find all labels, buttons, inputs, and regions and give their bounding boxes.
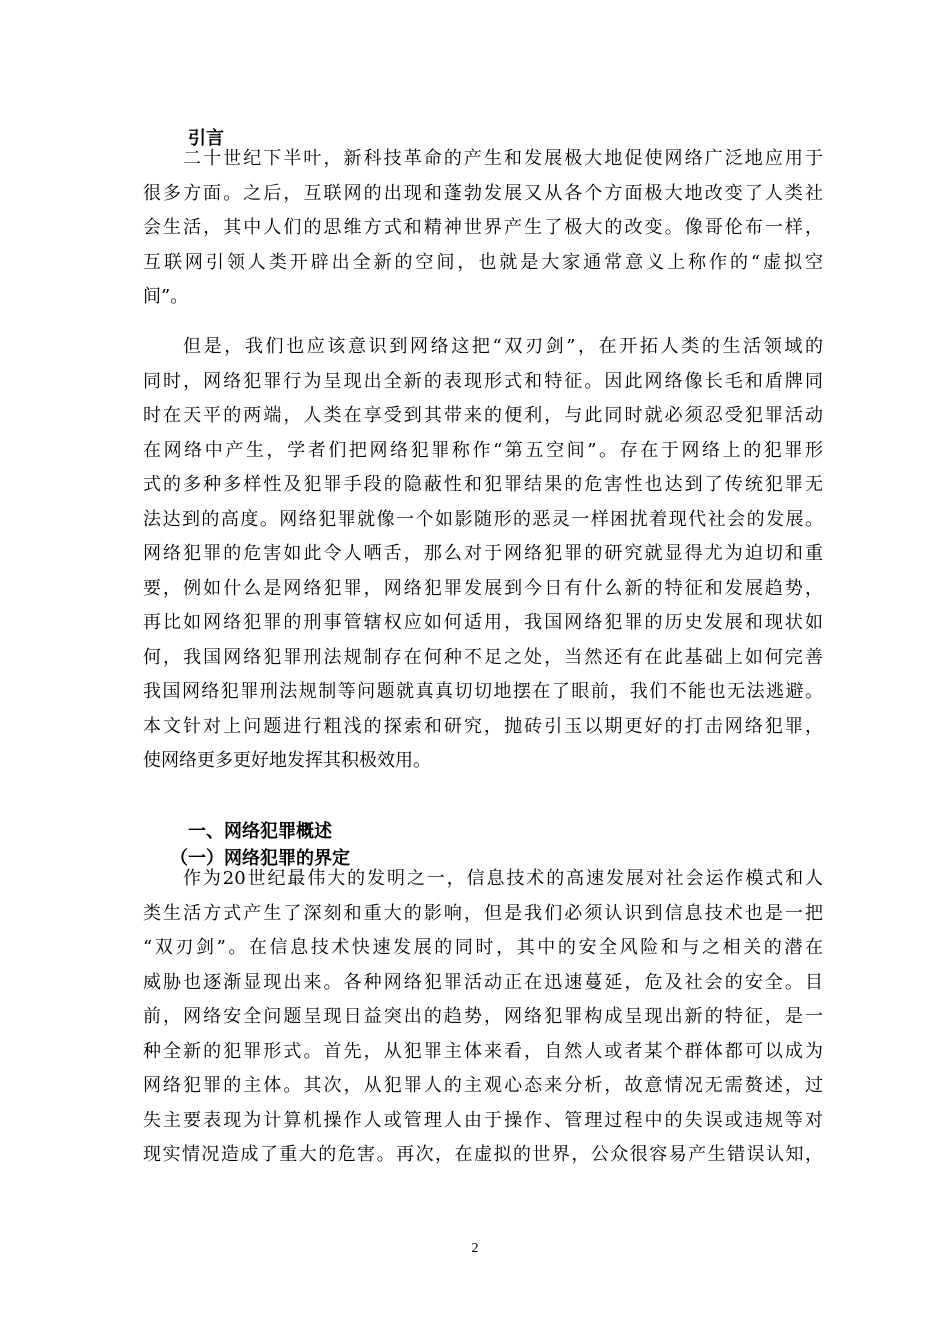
text-line: 二十世纪下半叶，新科技革命的产生和发展极大地促使网络广泛地应用于 bbox=[183, 148, 823, 169]
text-line: 网络犯罪的危害如此令人哂舌，那么对于网络犯罪的研究就显得尤为迫切和重 bbox=[143, 543, 823, 564]
intro-paragraph-2 bbox=[143, 330, 823, 779]
text-line: 法达到的高度。网络犯罪就像一个如影随形的恶灵一样困扰着现代社会的发展。 bbox=[143, 508, 823, 530]
text-line: 种全新的犯罪形式。首先，从犯罪主体来看，自然人或者某个群体都可以成为 bbox=[143, 1040, 823, 1062]
text-line: 类生活方式产生了深刻和重大的影响，但是我们必须认识到信息技术也是一把 bbox=[143, 902, 823, 924]
intro-paragraph-1 bbox=[143, 142, 823, 315]
text-line: 现实情况造成了重大的危害。再次，在虚拟的世界，公众很容易产生错误认知， bbox=[143, 1144, 823, 1165]
text-line: “双刃剑”。在信息技术快速发展的同时，其中的安全风险和与之相关的潜在 bbox=[143, 937, 823, 958]
text-line: 会生活，其中人们的思维方式和精神世界产生了极大的改变。像哥伦布一样， bbox=[143, 217, 823, 238]
section-1-heading: 一、网络犯罪概述 bbox=[188, 821, 332, 842]
text-line: 式的多种多样性及犯罪手段的隐蔽性和犯罪结果的危害性也达到了传统犯罪无 bbox=[143, 474, 823, 495]
text-line: 本文针对上问题进行粗浅的探索和研究，抛砖引玉以期更好的打击网络犯罪， bbox=[143, 715, 823, 737]
text-line: 但是，我们也应该意识到网络这把“双刃剑”，在开拓人类的生活领域的 bbox=[183, 336, 823, 357]
text-line: 互联网引领人类开辟出全新的空间，也就是大家通常意义上称作的“虚拟空 bbox=[143, 251, 823, 273]
text-line: 时在天平的两端，人类在享受到其带来的便利，与此同时就必须忍受犯罪活动 bbox=[143, 405, 823, 426]
text-line: 很多方面。之后，互联网的出现和蓬勃发展又从各个方面极大地改变了人类社 bbox=[143, 182, 823, 204]
page-number: 2 bbox=[471, 1241, 479, 1256]
text-line: 网络犯罪的主体。其次，从犯罪人的主观心态来分析，故意情况无需赘述，过 bbox=[143, 1075, 823, 1096]
text-line: 在网络中产生，学者们把网络犯罪称作“第五空间”。存在于网络上的犯罪形 bbox=[143, 439, 823, 461]
text-line: 要，例如什么是网络犯罪，网络犯罪发展到今日有什么新的特征和发展趋势， bbox=[143, 577, 823, 599]
text-line: 威胁也逐渐显现出来。各种网络犯罪活动正在迅速蔓延，危及社会的安全。目 bbox=[143, 971, 823, 993]
text-line: 作为20世纪最伟大的发明之一，信息技术的高速发展对社会运作模式和人 bbox=[183, 868, 823, 889]
text-line: 何，我国网络犯罪刑法规制存在何种不足之处，当然还有在此基础上如何完善 bbox=[143, 646, 823, 668]
text-line: 失主要表现为计算机操作人或管理人由于操作、管理过程中的失误或违规等对 bbox=[143, 1109, 823, 1131]
text-line: 我国网络犯罪刑法规制等问题就真真切切地摆在了眼前，我们不能也无法逃避。 bbox=[143, 681, 823, 702]
text-line: 前，网络安全问题呈现日益突出的趋势，网络犯罪构成呈现出新的特征，是一 bbox=[143, 1006, 823, 1027]
text-line: 同时，网络犯罪行为呈现出全新的表现形式和特征。因此网络像长毛和盾牌同 bbox=[143, 370, 823, 392]
text-line: 间”。 bbox=[143, 286, 189, 307]
text-line: 再比如网络犯罪的刑事管辖权应如何适用，我国网络犯罪的历史发展和现状如 bbox=[143, 612, 823, 633]
subsection-1-heading: （一）网络犯罪的界定 bbox=[170, 848, 350, 869]
intro-heading: 引言 bbox=[188, 128, 224, 149]
section-1-paragraph-1 bbox=[143, 862, 823, 1173]
text-line: 使网络更多更好地发挥其积极效用。 bbox=[143, 750, 431, 771]
